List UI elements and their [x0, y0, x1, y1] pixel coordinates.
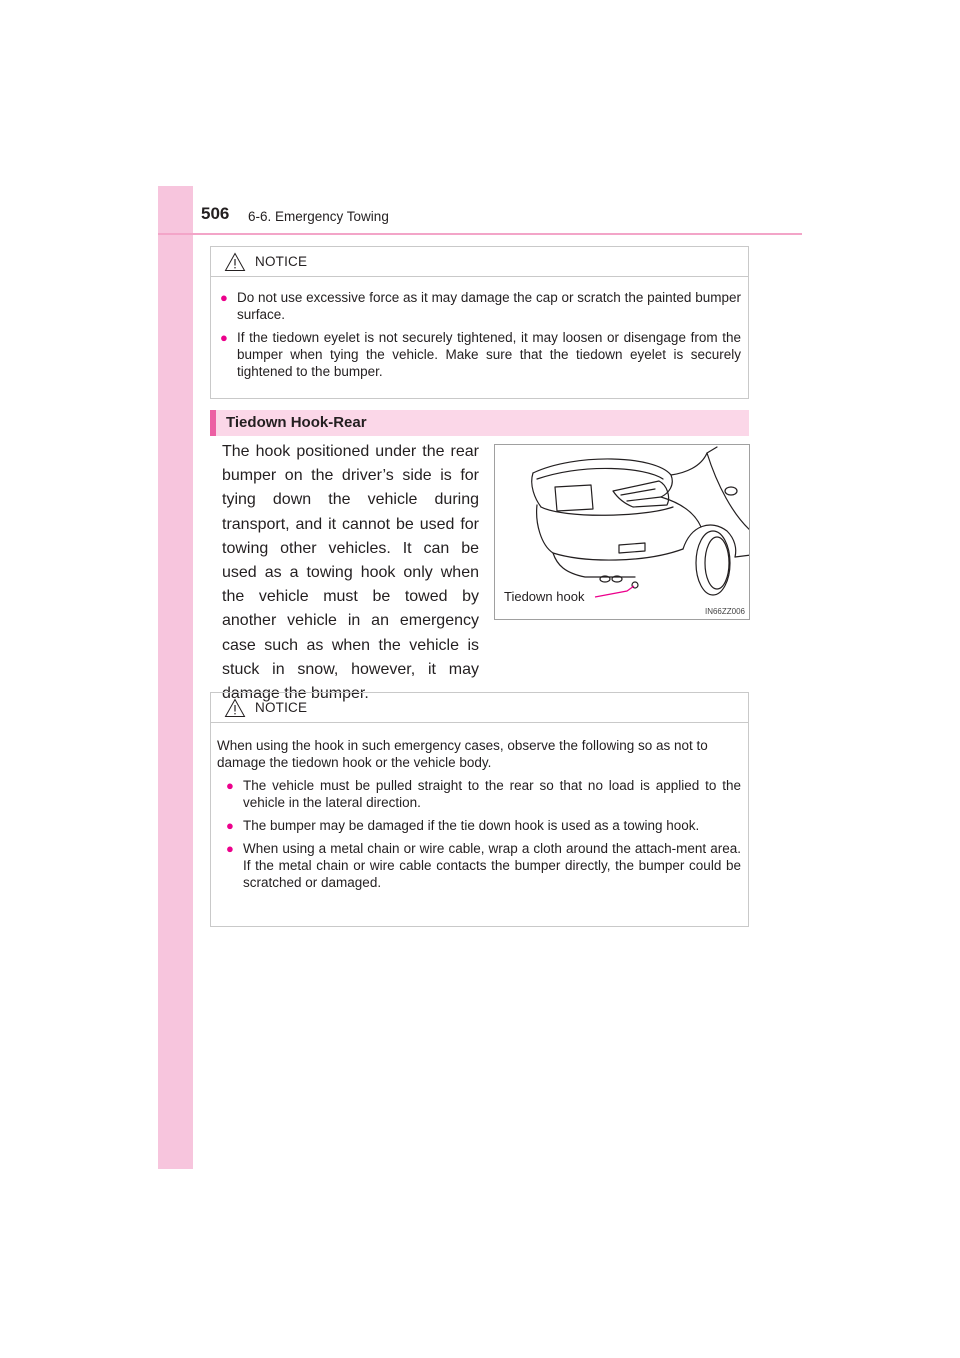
notice-intro: When using the hook in such emergency cases, observe the following so as not to damage the tiedown hook or the vehicle body.	[217, 738, 708, 770]
notice-bullet-text: The bumper may be damaged if the tie down hook is used as a towing hook.	[243, 818, 700, 833]
chapter-title: 6-6. Emergency Towing	[248, 209, 389, 224]
notice-body	[211, 277, 748, 394]
notice-bullet-text: Do not use excessive force as it may damage the cap or scratch the painted bumper surface.	[237, 290, 741, 322]
figure-code: IN66ZZ006	[704, 607, 745, 616]
notice-label: NOTICE	[255, 254, 308, 269]
section-paragraph: The hook positioned under the rear bumper on the driver’s side is for tying down the vehicle during transport, and it cannot be used for towing other vehicles. It can be used as a towing hook only when the vehicle must be towed by another vehicle in an emergency case such as when the vehicle is stuck in snow, however, it may damage the bumper.	[222, 443, 479, 703]
notice-bullet-text: The vehicle must be pulled straight to the rear so that no load is applied to the vehicle in the lateral direction.	[243, 778, 741, 810]
notice-label: NOTICE	[255, 700, 308, 715]
bullet-dot-icon: ●	[220, 330, 228, 345]
bullet-dot-icon: ●	[226, 841, 234, 856]
notice-bullet	[217, 329, 741, 380]
notice-bullet	[223, 817, 741, 834]
warning-triangle-icon	[224, 698, 246, 718]
notice-bullet	[217, 289, 741, 323]
notice-header	[211, 247, 748, 277]
tiedown-hook-illustration	[494, 444, 750, 620]
bullet-dot-icon: ●	[226, 818, 234, 833]
notice-box-bottom	[210, 692, 749, 927]
header-rule	[158, 233, 802, 235]
notice-bullet	[223, 840, 741, 891]
bullet-dot-icon: ●	[220, 290, 228, 305]
figure-label: Tiedown hook	[504, 589, 585, 604]
side-tab-strip	[158, 186, 193, 1169]
section-title: Tiedown Hook-Rear	[226, 414, 367, 431]
notice-bullet-text: If the tiedown eyelet is not securely tightened, it may loosen or disengage from the bumper when tying the vehicle. Make sure that the tiedown eyelet is securely tightened to the bumper.	[237, 330, 741, 379]
notice-bullet	[223, 777, 741, 811]
warning-triangle-icon	[224, 252, 246, 272]
bullet-dot-icon: ●	[226, 778, 234, 793]
notice-bullet-text: When using a metal chain or wire cable, wrap a cloth around the attach-ment area. If the metal chain or wire cable contacts the bumper directly, the bumper could be scratched or damaged.	[243, 841, 741, 890]
notice-header	[211, 693, 748, 723]
section-heading	[210, 410, 749, 436]
notice-body	[211, 723, 748, 905]
notice-box-top	[210, 246, 749, 399]
page-number: 506	[201, 204, 230, 223]
